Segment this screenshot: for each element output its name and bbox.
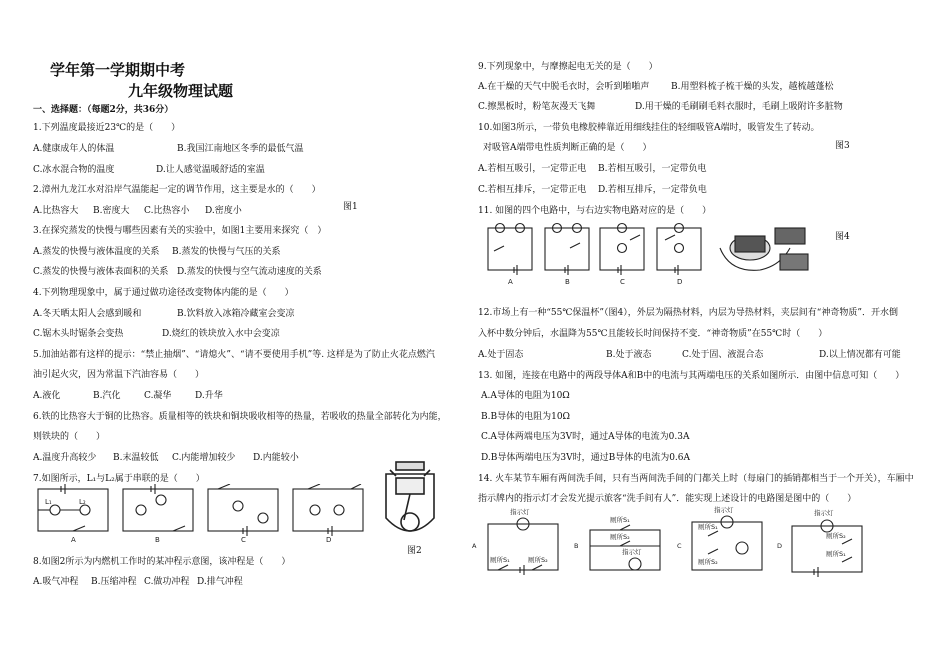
- q10-option-c: C.若相互排斥，一定带正电: [478, 185, 587, 195]
- q8-option-d: D.排气冲程: [197, 577, 243, 587]
- q9-option-d: D.用干燥的毛刷刷毛料衣服时，毛刷上吸附许多脏物: [635, 102, 843, 112]
- q14-label-d: D: [777, 542, 783, 550]
- q14-c-s1-label: 厕所S₁: [698, 523, 718, 531]
- q6-option-d: D.内能较小: [253, 453, 299, 463]
- q11-label-b: B: [565, 278, 570, 286]
- q12-option-d: D.以上情况都有可能: [819, 350, 901, 360]
- q12-option-a: A.处于固态: [478, 350, 524, 360]
- q9-option-c: C.擦黑板时，粉笔灰漫天飞舞: [478, 102, 596, 112]
- q11-label-d: D: [677, 278, 683, 286]
- q7-circuit-figures: [33, 484, 373, 544]
- figure-4-label: 图4: [835, 232, 850, 242]
- q7-label-b: B: [155, 536, 160, 544]
- section-heading: 一、选择题：（每题2分，共36分）: [33, 105, 174, 115]
- question-1: 1.下列温度最接近23℃的是（ ）: [33, 123, 181, 133]
- question-5-line2: 油引起火灾，因为常温下汽油容易（ ）: [33, 370, 205, 380]
- q2-option-a: A.比热容大: [33, 206, 79, 216]
- q11-label-a: A: [508, 278, 513, 286]
- q10-option-d: D.若相互排斥，一定带负电: [598, 185, 707, 195]
- q13-option-c: C.A导体两端电压为3V时，通过A导体的电流为0.3A: [481, 432, 690, 442]
- q3-option-c: C.蒸发的快慢与液体表面积的关系: [33, 267, 169, 277]
- q5-option-a: A.液化: [33, 391, 61, 401]
- question-9: 9.下列现象中，与摩擦起电无关的是（ ）: [478, 62, 658, 72]
- q11-circuit-figures: [480, 218, 825, 290]
- q2-option-b: B.密度大: [93, 206, 130, 216]
- question-8: 8.如图2所示为内燃机工作时的某冲程示意图，该冲程是（ ）: [33, 557, 291, 567]
- q3-option-b: B.蒸发的快慢与气压的关系: [172, 247, 281, 257]
- q3-option-d: D.蒸发的快慢与空气流动速度的关系: [177, 267, 322, 277]
- q9-option-b: B.用塑料梳子梳干燥的头发，越梳越蓬松: [671, 82, 834, 92]
- q7-label-d: D: [326, 536, 332, 544]
- figure-3-label: 图3: [835, 141, 850, 151]
- question-14-line2: 指示牌内的指示灯才会发光提示旅客“洗手间有人”．能实现上述设计的电路图是图中的（ ）: [478, 494, 857, 504]
- question-11: 11. 如图的四个电路中，与右边实物电路对应的是（ ）: [478, 206, 712, 216]
- q2-option-d: D.密度小: [205, 206, 242, 216]
- q8-option-a: A.吸气冲程: [33, 577, 79, 587]
- question-4: 4.下列物理现象中，属于通过做功途径改变物体内能的是（ ）: [33, 288, 294, 298]
- q13-option-d: D.B导体两端电压为3V时，通过B导体的电流为0.6A: [481, 453, 691, 463]
- q6-option-b: B.末温较低: [113, 453, 159, 463]
- q1-option-d: D.让人感觉温暖舒适的室温: [156, 165, 265, 175]
- q1-option-a: A.健康成年人的体温: [33, 144, 115, 154]
- q10-option-a: A.若相互吸引，一定带正电: [478, 164, 587, 174]
- q8-option-b: B.压缩冲程: [91, 577, 137, 587]
- q14-b-s1-label: 厕所S₁: [610, 516, 630, 524]
- q7-lamp-l1-label: L₁: [45, 498, 52, 506]
- q4-option-c: C.锯木头时锯条会变热: [33, 329, 124, 339]
- question-7: 7.如图所示，L₁与L₂属于串联的是（ ）: [33, 474, 205, 484]
- figure-2-engine-diagram: [380, 460, 440, 546]
- q14-a-indicator-label: 指示灯: [510, 508, 530, 516]
- q8-option-c: C.做功冲程: [144, 577, 190, 587]
- exam-title-line2: 九年级物理试题: [128, 82, 234, 100]
- question-14-line1: 14. 火车某节车厢有两间洗手间，只有当两间洗手间的门都关上时（每扇门的插销都相当于一个开关），车厢中: [478, 474, 914, 484]
- question-10-line2: 对吸管A端带电性质判断正确的是（ ）: [483, 143, 652, 153]
- q5-option-c: C.凝华: [144, 391, 172, 401]
- figure-2-label: 图2: [407, 546, 422, 556]
- exam-title-line1: 学年第一学期期中考: [50, 61, 186, 79]
- q10-option-b: B.若相互吸引，一定带负电: [598, 164, 707, 174]
- q14-a-s2-label: 厕所S₂: [528, 556, 548, 564]
- q6-option-a: A.温度升高较少: [33, 453, 97, 463]
- q12-option-b: B.处于液态: [606, 350, 652, 360]
- q14-label-c: C: [677, 542, 682, 550]
- question-10-line1: 10.如图3所示，一带负电橡胶棒靠近用细线挂住的轻细吸管A端时，吸管发生了转动。: [478, 123, 820, 133]
- q5-option-d: D.升华: [195, 391, 223, 401]
- q3-option-a: A.蒸发的快慢与液体温度的关系: [33, 247, 160, 257]
- q1-option-c: C.冰水混合物的温度: [33, 165, 115, 175]
- q1-option-b: B.我国江南地区冬季的最低气温: [177, 144, 304, 154]
- q14-d-s1-label: 厕所S₁: [826, 550, 846, 558]
- q4-option-d: D.烧红的铁块放入水中会变凉: [162, 329, 280, 339]
- q14-c-s2-label: 厕所S₂: [698, 558, 718, 566]
- question-5-line1: 5.加油站都有这样的提示：“禁止抽烟”、“请熄火”、“请不要使用手机”等. 这样是为了防止火花点燃汽: [33, 350, 435, 360]
- question-6-line2: 则铁块的（ ）: [33, 432, 106, 442]
- question-12-line1: 12.市场上有一种“55℃保温杯”（图4），外层为隔热材料，内层为导热材料，夹层间有“神奇物质”．开水倒: [478, 308, 898, 318]
- q4-option-b: B.饮料放入冰箱冷藏室会变凉: [177, 309, 295, 319]
- q14-label-a: A: [472, 542, 477, 550]
- q2-option-c: C.比热容小: [144, 206, 190, 216]
- q5-option-b: B.汽化: [93, 391, 121, 401]
- q14-circuit-figures: [470, 506, 875, 580]
- q14-c-indicator-label: 指示灯: [714, 506, 734, 514]
- q12-option-c: C.处于固、液混合态: [682, 350, 764, 360]
- question-6-line1: 6.铁的比热容大于铜的比热容。质量相等的铁块和铜块吸收相等的热量，若吸收的热量全部转化为内能，: [33, 412, 447, 422]
- q14-d-s2-label: 厕所S₂: [826, 532, 846, 540]
- q6-option-c: C.内能增加较少: [172, 453, 236, 463]
- q9-option-a: A.在干燥的天气中脱毛衣时，会听到啪啪声: [478, 82, 650, 92]
- q14-d-indicator-label: 指示灯: [814, 509, 834, 517]
- q14-b-s2-label: 厕所S₂: [610, 533, 630, 541]
- q7-label-a: A: [71, 536, 76, 544]
- question-12-line2: 入杯中数分钟后，水温降为55℃且能较长时间保持不变．“神奇物质”在55℃时（ ）: [478, 329, 828, 339]
- figure-1-label: 图1: [343, 202, 358, 212]
- q14-a-s1-label: 厕所S₁: [490, 556, 510, 564]
- q14-label-b: B: [574, 542, 579, 550]
- q13-option-a: A.A导体的电阻为10Ω: [481, 391, 570, 401]
- q14-b-indicator-label: 指示灯: [622, 548, 642, 556]
- q7-lamp-l2-label: L₂: [79, 498, 86, 506]
- question-3: 3.在探究蒸发的快慢与哪些因素有关的实验中，如图1主要用来探究（ ）: [33, 226, 327, 236]
- q4-option-a: A.冬天晒太阳人会感到暖和: [33, 309, 142, 319]
- q13-option-b: B.B导体的电阻为10Ω: [481, 412, 571, 422]
- question-2: 2.漳州九龙江水对沿岸气温能起一定的调节作用，这主要是水的（ ）: [33, 185, 321, 195]
- q7-label-c: C: [241, 536, 246, 544]
- question-13: 13. 如图，连接在电路中的两段导体A和B中的电流与其两端电压的关系如图所示．由图中信息可知（ ）: [478, 371, 905, 381]
- q11-label-c: C: [620, 278, 625, 286]
